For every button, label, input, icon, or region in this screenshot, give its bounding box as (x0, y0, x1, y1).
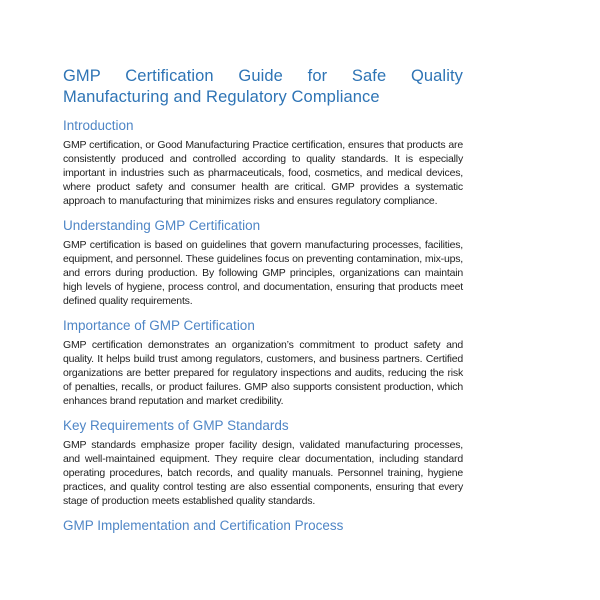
section-heading: Key Requirements of GMP Standards (63, 418, 289, 433)
section-paragraph: GMP certification demonstrates an organization’s commitment to product safety and quality. It helps build trust among regulators, customers, and business partners. Certified organizations are better prepared for regulatory inspections and audits, reducing the risk of penalties, recalls, or product failures. GMP also supports consistent production, which enhances brand reputation and market credibility. (63, 339, 463, 407)
section-heading: Importance of GMP Certification (63, 318, 255, 333)
section-heading: Understanding GMP Certification (63, 218, 261, 233)
document-title: GMP Certification Guide for Safe Quality Manufacturing and Regulatory Compliance (63, 67, 463, 106)
section-gmp-implementation-and-certification-process (63, 518, 463, 534)
section-paragraph: GMP certification is based on guidelines that govern manufacturing processes, facilities, equipment, and personnel. These guidelines focus on preventing contamination, mix-ups, and errors during production. By following GMP principles, organizations can maintain high levels of hygiene, process control, and documentation, ensuring that products meet defined quality requirements. (63, 239, 463, 307)
section-heading: GMP Implementation and Certification Process (63, 518, 344, 533)
section-understanding-gmp-certification (63, 218, 463, 308)
section-heading: Introduction (63, 118, 134, 133)
section-paragraph: GMP standards emphasize proper facility design, validated manufacturing processes, and well-maintained equipment. They require clear documentation, including standard operating procedures, batch records, and quality manuals. Personnel training, hygiene practices, and quality control testing are also essential components, ensuring that every stage of production meets established quality standards. (63, 439, 463, 507)
section-paragraph: GMP certification, or Good Manufacturing Practice certification, ensures that products are consistently produced and controlled according to quality standards. It is especially important in industries such as pharmaceuticals, food, cosmetics, and medical devices, where product safety and consumer health are critical. GMP provides a systematic approach to manufacturing that minimizes risks and ensures regulatory compliance. (63, 139, 463, 207)
section-importance-of-gmp-certification (63, 318, 463, 408)
document-content (63, 0, 463, 534)
section-introduction (63, 118, 463, 208)
section-key-requirements-of-gmp-standards (63, 418, 463, 508)
